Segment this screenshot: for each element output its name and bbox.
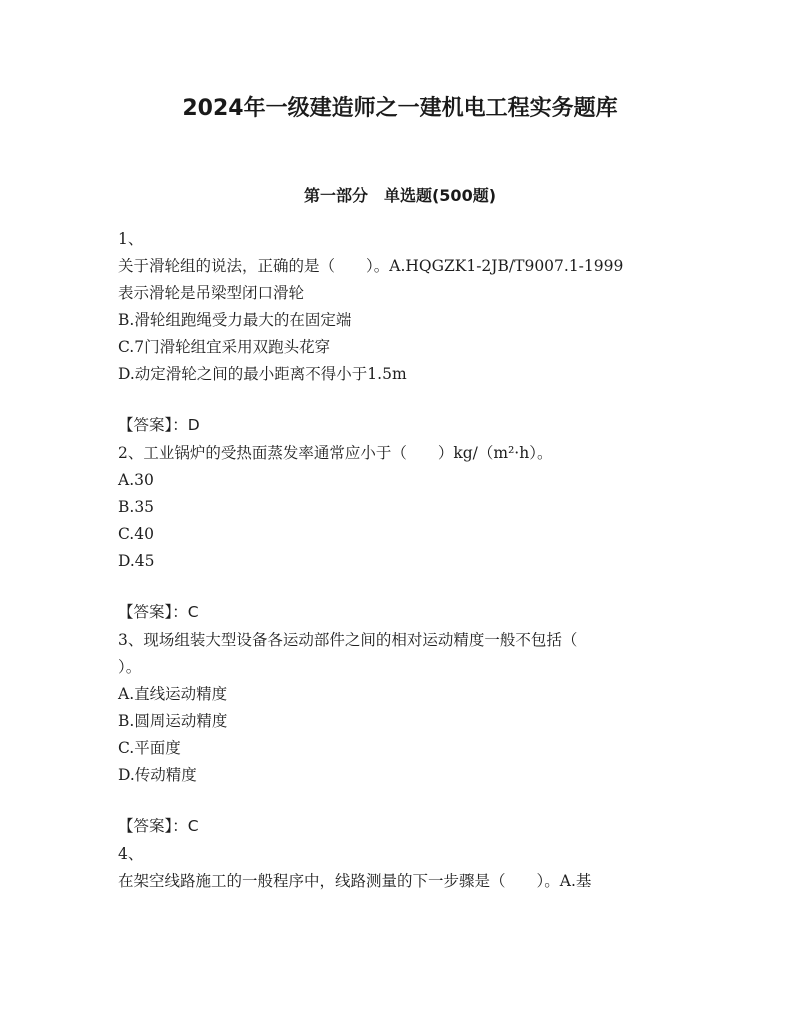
option-d: D.传动精度 [118, 766, 197, 784]
answer-3 [118, 811, 680, 841]
option-c: C.40 [118, 525, 154, 543]
answer-label: 【答案】： [118, 416, 188, 434]
section-heading: 第一部分 单选题(500题) [303, 186, 497, 205]
option-a: A.30 [118, 471, 154, 489]
option-a: A.直线运动精度 [118, 685, 228, 703]
option-b: B.圆周运动精度 [118, 712, 228, 730]
answer-label: 【答案】： [118, 603, 188, 621]
question-1 [118, 226, 680, 388]
question-stem: 2、工业锅炉的受热面蒸发率通常应小于（ ）kg/（m²·h）。 [118, 444, 553, 462]
document-title: 2024年一级建造师之一建机电工程实务题库 [182, 96, 618, 121]
question-number: 4、 [118, 845, 144, 863]
question-stem: 3、现场组装大型设备各运动部件之间的相对运动精度一般不包括（ [118, 631, 578, 649]
question-list [118, 226, 680, 895]
answer-2 [118, 597, 680, 627]
question-number: 1、 [118, 230, 144, 248]
question-stem: 关于滑轮组的说法，正确的是（ ）。A.HQGZK1-2JB/T9007.1-1999 [118, 257, 624, 275]
question-stem: 在架空线路施工的一般程序中，线路测量的下一步骤是（ ）。A.基 [118, 872, 592, 890]
option-d: D.动定滑轮之间的最小距离不得小于1.5m [118, 365, 407, 383]
question-4 [118, 841, 680, 895]
option-c: C.平面度 [118, 739, 181, 757]
option-b: B.滑轮组跑绳受力最大的在固定端 [118, 311, 352, 329]
question-2 [118, 440, 680, 575]
answer-value: C [187, 817, 199, 835]
answer-1 [118, 410, 680, 440]
option-b: B.35 [118, 498, 155, 516]
answer-label: 【答案】： [118, 817, 188, 835]
question-3 [118, 627, 680, 789]
option-d: D.45 [118, 552, 155, 570]
answer-value: C [187, 603, 199, 621]
option-c: C.7门滑轮组宜采用双跑头花穿 [118, 338, 331, 356]
question-stem-continued: ）。 [118, 658, 142, 676]
answer-value: D [187, 416, 200, 434]
question-stem-continued: 表示滑轮是吊梁型闭口滑轮 [118, 284, 305, 302]
